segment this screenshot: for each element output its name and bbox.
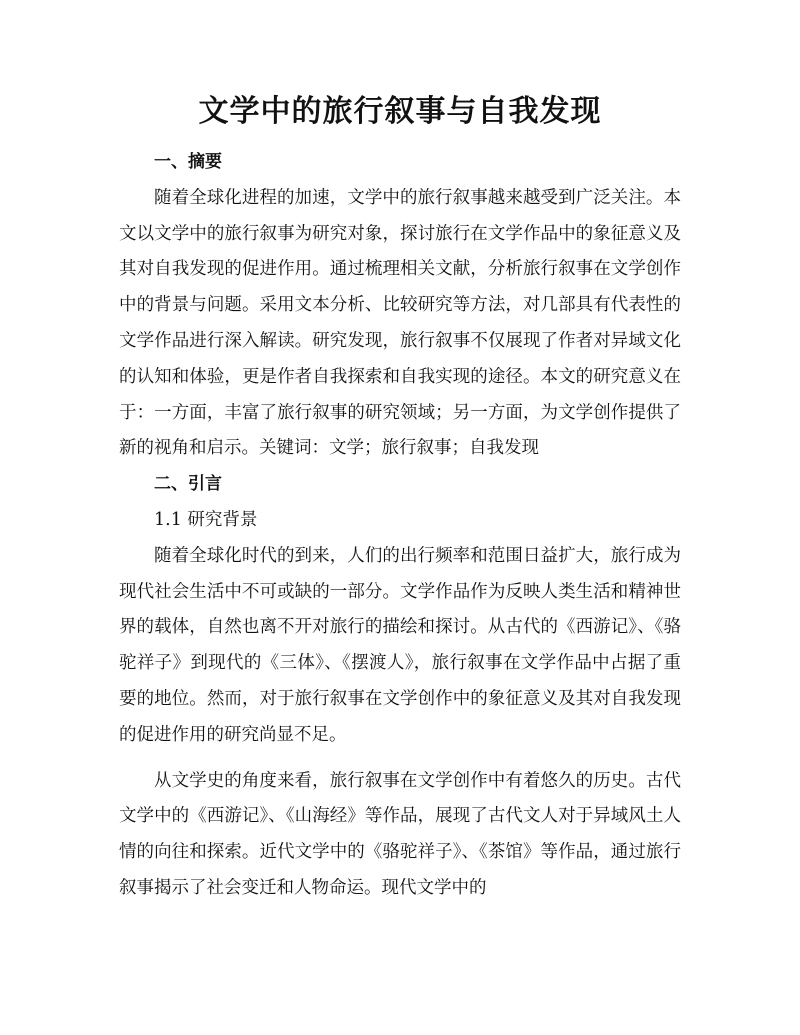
document-body bbox=[119, 145, 681, 907]
section-heading-abstract: 一、摘要 bbox=[154, 152, 222, 172]
page-title: 文学中的旅行叙事与自我发现 bbox=[198, 94, 602, 129]
subsection-heading-background: 1.1 研究背景 bbox=[154, 509, 258, 530]
section-heading-introduction: 二、引言 bbox=[154, 474, 222, 495]
abstract-paragraph: 随着全球化进程的加速，文学中的旅行叙事越来越受到广泛关注。本文以文学中的旅行叙事为研究对象，探讨旅行在文学作品中的象征意义及其对自我发现的促进作用。通过梳理相关文献，分析旅行叙事在文学创作中的背景与问题。采用文本分析、比较研究等方法，对几部具有代表性的文学作品进行深入解读。研究发现，旅行叙事不仅展现了作者对异域文化的认知和体验，更是作者自我探索和自我实现的途径。本文的研究意义在于：一方面，丰富了旅行叙事的研究领域；另一方面，为文学创作提供了新的视角和启示。关键词：文学；旅行叙事；自我发现 bbox=[119, 187, 681, 459]
background-paragraph-2: 从文学史的角度来看，旅行叙事在文学创作中有着悠久的历史。古代文学中的《西游记》、《山海经》等作品，展现了古代文人对于异域风土人情的向往和探索。近代文学中的《骆驼祥子》、《茶馆》等作品，通过旅行叙事揭示了社会变迁和人物命运。现代文学中的 bbox=[119, 770, 681, 898]
background-paragraph-1: 随着全球化时代的到来，人们的出行频率和范围日益扩大，旅行成为现代社会生活中不可或缺的一部分。文学作品作为反映人类生活和精神世界的载体，自然也离不开对旅行的描绘和探讨。从古代的《西游记》、《骆驼祥子》到现代的《三体》、《摆渡人》，旅行叙事在文学作品中占据了重要的地位。然而，对于旅行叙事在文学创作中的象征意义及其对自我发现的促进作用的研究尚显不足。 bbox=[119, 545, 681, 745]
paragraph-spacer bbox=[119, 754, 681, 764]
